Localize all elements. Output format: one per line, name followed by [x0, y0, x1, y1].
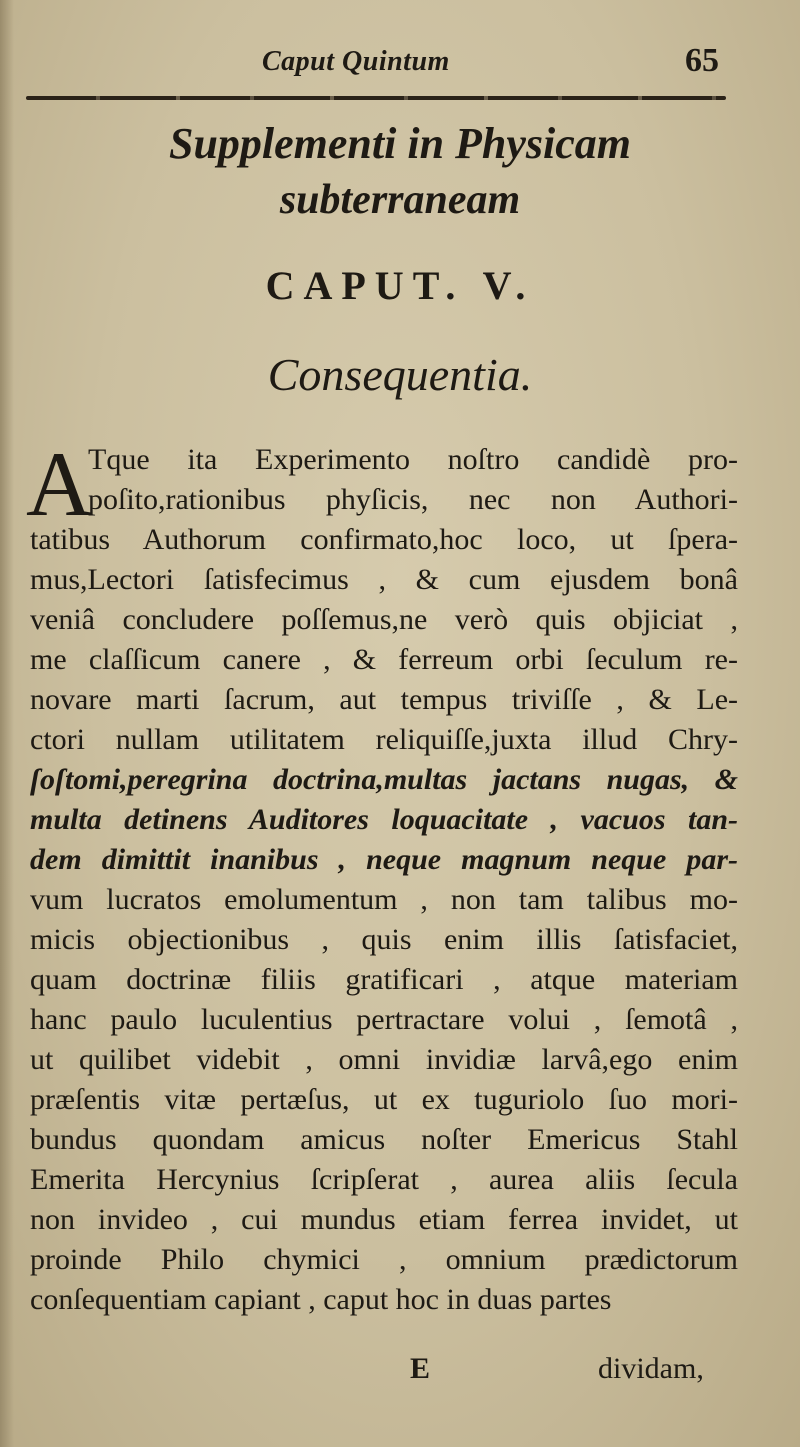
page-header — [0, 40, 800, 100]
text-line: veniâ concludere poſſemus,ne verò quis objiciat , — [30, 603, 738, 636]
page-footer — [0, 1352, 800, 1392]
text-line: vum lucratos emolumentum , non tam talibus mo- — [30, 883, 738, 916]
text-line: non invideo , cui mundus etiam ferrea invidet, ut — [30, 1203, 738, 1236]
drop-cap: A — [26, 433, 93, 535]
text-line: dem dimittit inanibus , neque magnum neque par- — [30, 843, 738, 876]
text-line: micis objectionibus , quis enim illis ſatisfaciet, — [30, 923, 738, 956]
running-head: Caput Quintum — [262, 46, 450, 77]
catchword: dividam, — [598, 1352, 704, 1385]
text-line: Emerita Hercynius ſcripſerat , aurea aliis ſecula — [30, 1163, 738, 1196]
text-line: Tque ita Experimento noſtro candidè pro- — [88, 443, 738, 476]
text-line: bundus quondam amicus noſter Emericus Stahl — [30, 1123, 738, 1156]
title-line-2: subterraneam — [279, 177, 521, 223]
text-line: ſoſtomi,peregrina doctrina,multas jactans nugas, & — [30, 763, 738, 796]
text-line: mus,Lectori ſatisfecimus , & cum ejusdem bonâ — [30, 563, 738, 596]
text-line: ut quilibet videbit , omni invidiæ larvâ,ego enim — [30, 1043, 738, 1076]
text-line: quam doctrinæ filiis gratificari , atque materiam — [30, 963, 738, 996]
text-line: poſito,rationibus phyſicis, nec non Authori- — [88, 483, 738, 516]
text-line: me claſſicum canere , & ferreum orbi ſeculum re- — [30, 643, 738, 676]
text-line: præſentis vitæ pertæſus, ut ex tuguriolo ſuo mori- — [30, 1083, 738, 1116]
text-line: multa detinens Auditores loquacitate , vacuos tan- — [30, 803, 738, 836]
title-line-1: Supplementi in Physicam — [168, 119, 632, 168]
text-line: hanc paulo luculentius pertractare volui , ſemotâ , — [30, 1003, 738, 1036]
text-line: tatibus Authorum confirmato,hoc loco, ut ſpera- — [30, 523, 738, 556]
page-number: 65 — [685, 42, 719, 79]
section-title: Consequentia. — [267, 349, 533, 400]
text-line: novare marti ſacrum, aut tempus triviſſe , & Le- — [30, 683, 738, 716]
text-line: ctori nullam utilitatem reliquiſſe,juxta illud Chry- — [30, 723, 738, 756]
header-rule — [26, 96, 726, 100]
signature-mark: E — [410, 1352, 431, 1385]
chapter-heading: CAPUT. V. — [265, 263, 535, 308]
text-line: proinde Philo chymici , omnium prædictorum — [30, 1243, 738, 1276]
text-line: conſequentiam capiant , caput hoc in duas partes — [30, 1283, 612, 1316]
